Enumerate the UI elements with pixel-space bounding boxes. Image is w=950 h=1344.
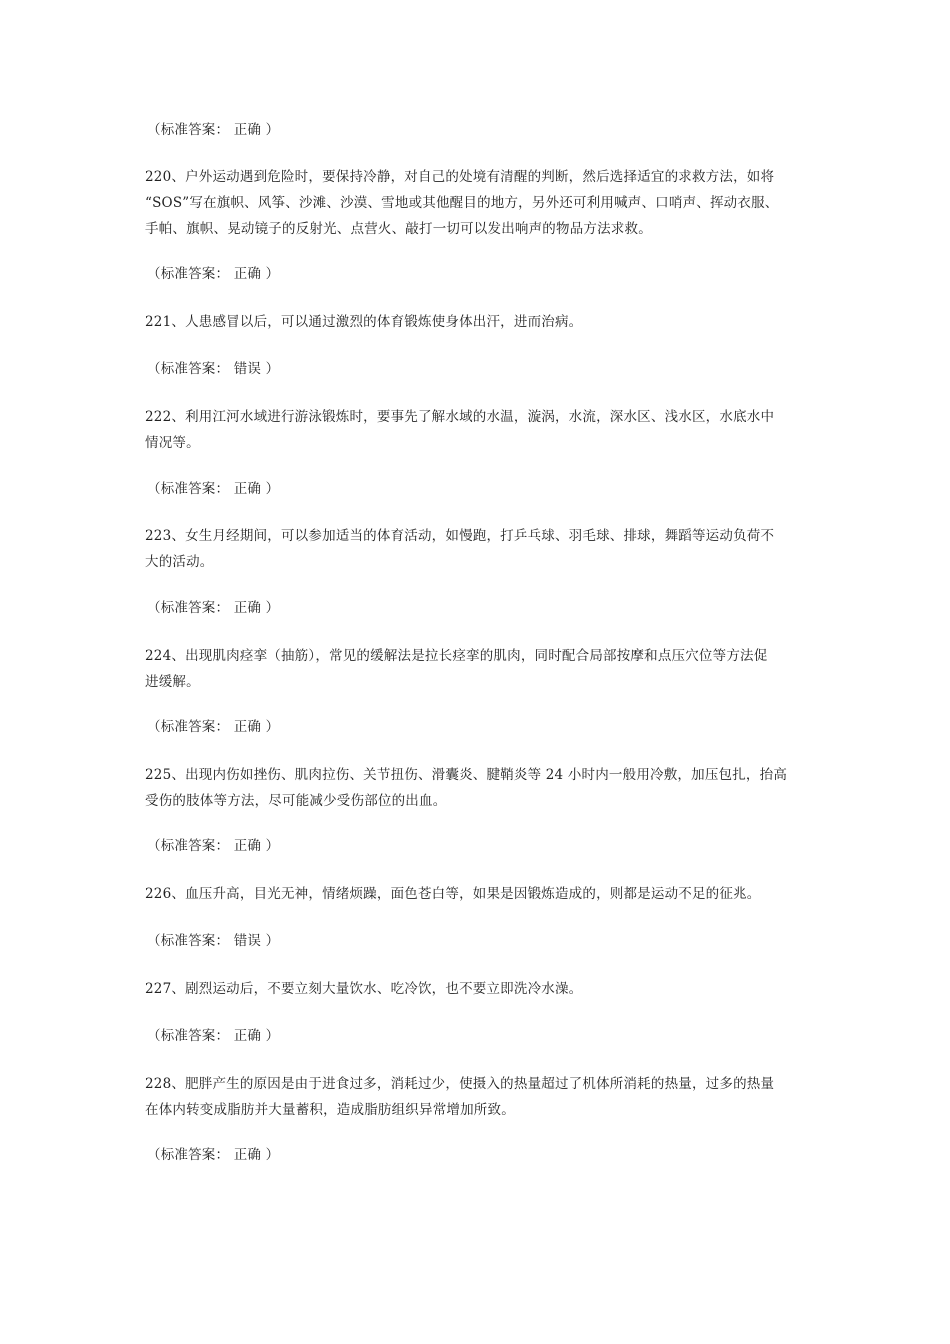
question-221-line-1: 221、人患感冒以后，可以通过激烈的体育锻炼使身体出汗，进而治病。 xyxy=(145,314,583,330)
question-220-line-2: “SOS”写在旗帜、风筝、沙滩、沙漠、雪地或其他醒目的地方，另外还可利用喊声、口哨声、挥动衣服、 xyxy=(145,195,779,211)
answer-223: （标准答案： 正确 ） xyxy=(147,600,280,616)
answer-225: （标准答案： 正确 ） xyxy=(147,838,280,854)
answer-line: （标准答案： 正确 ） xyxy=(147,122,280,138)
question-224-line-2: 进缓解。 xyxy=(145,674,200,690)
question-223-line-2: 大的活动。 xyxy=(145,554,214,570)
question-224-line-1: 224、出现肌肉痉挛（抽筋），常见的缓解法是拉长痉挛的肌肉，同时配合局部按摩和点压穴位等方法促 xyxy=(145,648,768,664)
question-228-line-2: 在体内转变成脂肪并大量蓄积，造成脂肪组织异常增加所致。 xyxy=(145,1102,515,1118)
question-227-line-1: 227、剧烈运动后，不要立刻大量饮水、吃冷饮，也不要立即洗冷水澡。 xyxy=(145,981,583,997)
question-220-line-3: 手帕、旗帜、晃动镜子的反射光、点营火、敲打一切可以发出响声的物品方法求救。 xyxy=(145,221,652,237)
question-222-line-2: 情况等。 xyxy=(145,435,200,451)
answer-228: （标准答案： 正确 ） xyxy=(147,1147,280,1163)
answer-224: （标准答案： 正确 ） xyxy=(147,719,280,735)
question-222-line-1: 222、利用江河水域进行游泳锻炼时，要事先了解水域的水温，漩涡，水流，深水区、浅水区，水底水中 xyxy=(145,409,775,425)
answer-226: （标准答案： 错误 ） xyxy=(147,933,280,949)
answer-227: （标准答案： 正确 ） xyxy=(147,1028,280,1044)
question-220-line-1: 220、户外运动遇到危险时，要保持冷静，对自己的处境有清醒的判断，然后选择适宜的求救方法，如将 xyxy=(145,169,775,185)
question-226-line-1: 226、血压升高，目光无神，情绪烦躁，面色苍白等，如果是因锻炼造成的，则都是运动不足的征兆。 xyxy=(145,886,761,902)
answer-221: （标准答案： 错误 ） xyxy=(147,361,280,377)
question-228-line-1: 228、肥胖产生的原因是由于进食过多，消耗过少，使摄入的热量超过了机体所消耗的热量，过多的热量 xyxy=(145,1076,775,1092)
question-225-line-1: 225、出现内伤如挫伤、肌肉拉伤、关节扭伤、滑囊炎、腱鞘炎等 24 小时内一般用冷敷，加压包扎，抬高 xyxy=(145,767,788,783)
question-225-line-2: 受伤的肢体等方法，尽可能减少受伤部位的出血。 xyxy=(145,793,447,809)
question-223-line-1: 223、女生月经期间，可以参加适当的体育活动，如慢跑，打乒乓球、羽毛球、排球，舞蹈等运动负荷不 xyxy=(145,528,775,544)
answer-220: （标准答案： 正确 ） xyxy=(147,266,280,282)
answer-222: （标准答案： 正确 ） xyxy=(147,481,280,497)
